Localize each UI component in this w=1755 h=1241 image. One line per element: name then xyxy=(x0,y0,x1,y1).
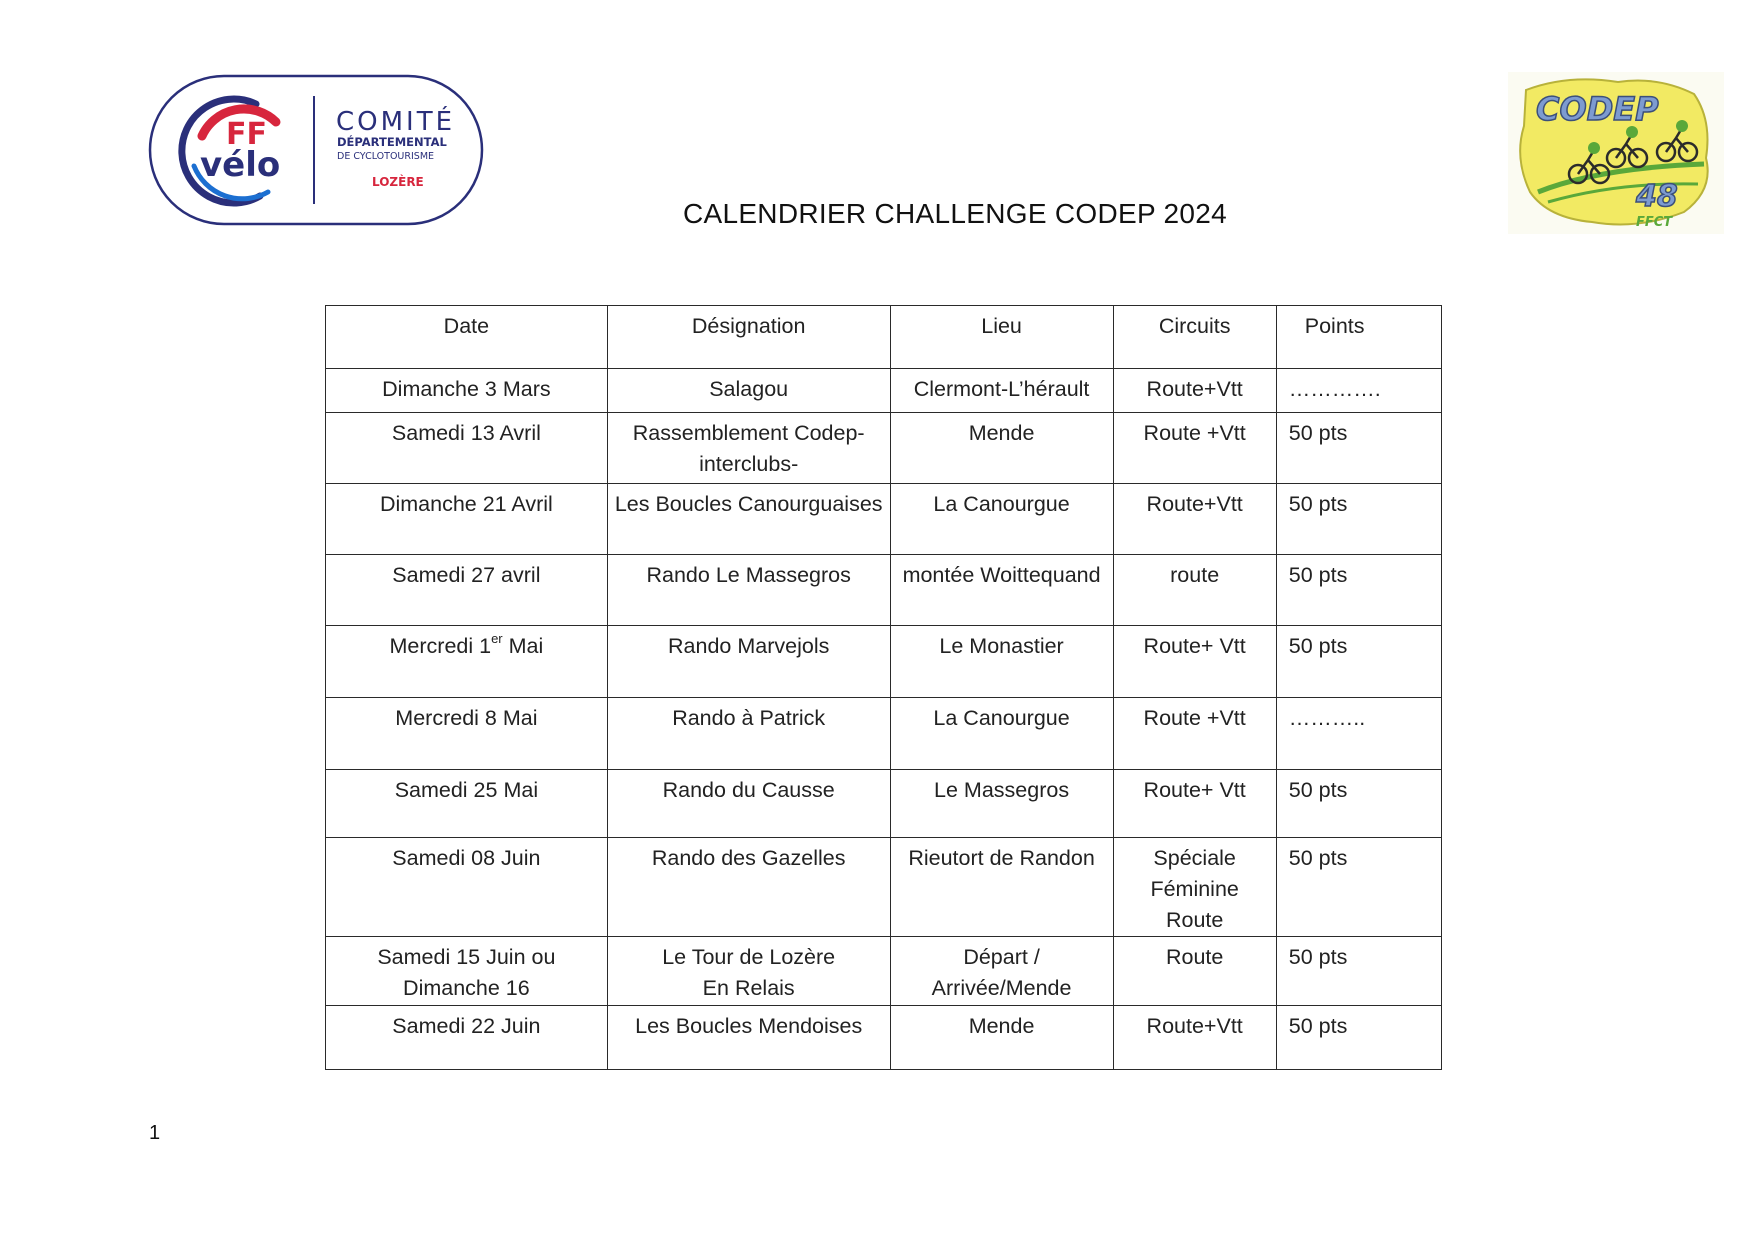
cell-lieu: La Canourgue xyxy=(890,698,1113,770)
header-date: Date xyxy=(326,306,608,369)
svg-text:vélo: vélo xyxy=(200,145,281,185)
svg-text:CODEP: CODEP xyxy=(1536,90,1659,128)
cell-circuits: Route+Vtt xyxy=(1113,1006,1276,1070)
svg-text:LOZÈRE: LOZÈRE xyxy=(372,175,424,189)
cell-circuits: route xyxy=(1113,555,1276,626)
cell-lieu: La Canourgue xyxy=(890,484,1113,555)
table-row xyxy=(326,698,1442,770)
table-row xyxy=(326,937,1442,1006)
cell-circuits: Route +Vtt xyxy=(1113,698,1276,770)
cell-circuits: Route +Vtt xyxy=(1113,413,1276,484)
table-row xyxy=(326,838,1442,937)
cell-date: Dimanche 21 Avril xyxy=(326,484,608,555)
cell-date xyxy=(326,626,608,698)
document-title: CALENDRIER CHALLENGE CODEP 2024 xyxy=(682,198,1228,229)
date-text: Mai xyxy=(502,634,544,658)
date-ordinal: er xyxy=(491,630,503,646)
cell-lieu: Mende xyxy=(890,413,1113,484)
cell-circuits: Spéciale Féminine Route xyxy=(1113,838,1276,937)
cell-designation: Rando Marvejols xyxy=(607,626,890,698)
cell-circuits: Route xyxy=(1113,937,1276,1006)
table-row xyxy=(326,1006,1442,1070)
table-row xyxy=(326,369,1442,413)
cell-points: 50 pts xyxy=(1276,838,1441,937)
table-row xyxy=(326,555,1442,626)
svg-text:48: 48 xyxy=(1636,179,1678,214)
cell-designation: Rando du Causse xyxy=(607,770,890,838)
header-lieu: Lieu xyxy=(890,306,1113,369)
date-text: Mercredi 1 xyxy=(389,634,492,658)
cell-circuits: Route+Vtt xyxy=(1113,369,1276,413)
cell-circuits: Route+ Vtt xyxy=(1113,770,1276,838)
cell-lieu: Mende xyxy=(890,1006,1113,1070)
cell-points: 50 pts xyxy=(1276,484,1441,555)
cell-circuits: Route+ Vtt xyxy=(1113,626,1276,698)
cell-designation: Salagou xyxy=(607,369,890,413)
svg-text:FFCT: FFCT xyxy=(1636,215,1673,230)
cell-points: 50 pts xyxy=(1276,413,1441,484)
svg-text:DÉPARTEMENTAL: DÉPARTEMENTAL xyxy=(337,135,447,149)
cell-lieu: Rieutort de Randon xyxy=(890,838,1113,937)
designation-line: En Relais xyxy=(702,976,795,1000)
cell-lieu: Le Massegros xyxy=(890,770,1113,838)
cell-date: Samedi 25 Mai xyxy=(326,770,608,838)
cell-points: 50 pts xyxy=(1276,770,1441,838)
table-header-row xyxy=(326,306,1442,369)
cell-designation: Rando des Gazelles xyxy=(607,838,890,937)
cell-lieu: Départ / Arrivée/Mende xyxy=(890,937,1113,1006)
cell-points: 50 pts xyxy=(1276,626,1441,698)
cell-points: 50 pts xyxy=(1276,937,1441,1006)
cell-points: 50 pts xyxy=(1276,1006,1441,1070)
cell-date: Samedi 22 Juin xyxy=(326,1006,608,1070)
cell-date: Samedi 27 avril xyxy=(326,555,608,626)
page-number: 1 xyxy=(149,1122,161,1144)
header-circuits: Circuits xyxy=(1113,306,1276,369)
svg-text:COMITÉ: COMITÉ xyxy=(336,107,456,137)
cell-lieu: montée Woittequand xyxy=(890,555,1113,626)
cell-designation: Les Boucles Mendoises xyxy=(607,1006,890,1070)
table-row xyxy=(326,484,1442,555)
table-row xyxy=(326,413,1442,484)
cell-points: …………. xyxy=(1276,369,1441,413)
cell-points: ……….. xyxy=(1276,698,1441,770)
cell-date: Samedi 15 Juin ou Dimanche 16 xyxy=(326,937,608,1006)
cell-date: Mercredi 8 Mai xyxy=(326,698,608,770)
calendar-table xyxy=(325,305,1442,1070)
cell-designation: Les Boucles Canourguaises xyxy=(607,484,890,555)
cell-designation: Rando à Patrick xyxy=(607,698,890,770)
cell-lieu: Le Monastier xyxy=(890,626,1113,698)
designation-line: Le Tour de Lozère xyxy=(662,945,836,969)
header-points: Points xyxy=(1276,306,1441,369)
table-row xyxy=(326,770,1442,838)
cell-date: Samedi 08 Juin xyxy=(326,838,608,937)
cell-date: Dimanche 3 Mars xyxy=(326,369,608,413)
cell-designation: Rassemblement Codep-interclubs- xyxy=(607,413,890,484)
table-row xyxy=(326,626,1442,698)
header-designation: Désignation xyxy=(607,306,890,369)
cell-date: Samedi 13 Avril xyxy=(326,413,608,484)
svg-text:DE CYCLOTOURISME: DE CYCLOTOURISME xyxy=(337,151,435,162)
cell-circuits: Route+Vtt xyxy=(1113,484,1276,555)
cell-designation xyxy=(607,937,890,1006)
svg-text:FF: FF xyxy=(226,117,267,152)
cell-lieu: Clermont-L’hérault xyxy=(890,369,1113,413)
cell-designation: Rando Le Massegros xyxy=(607,555,890,626)
cell-points: 50 pts xyxy=(1276,555,1441,626)
